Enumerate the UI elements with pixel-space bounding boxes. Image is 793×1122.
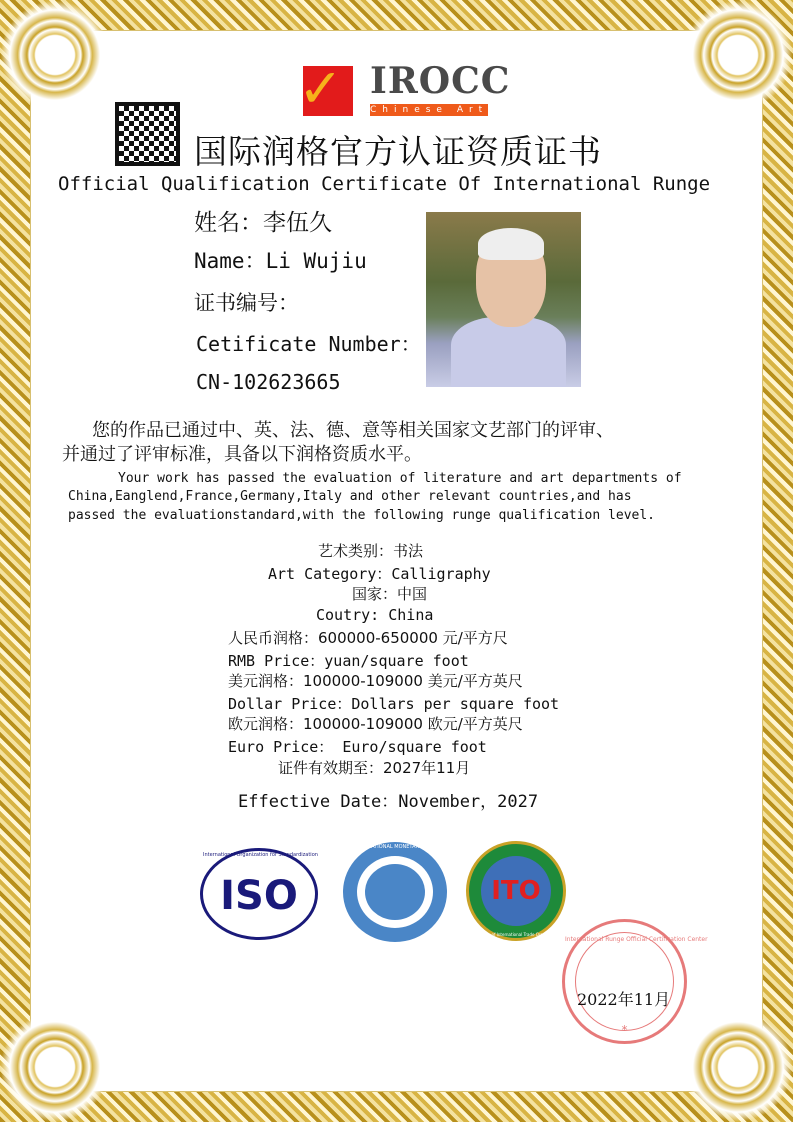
statement-en-line: Your work has passed the evaluation of literature and art departments of [118, 471, 682, 486]
stamp-ring-text: International Runge Official Certification Center [565, 936, 708, 943]
iso-seal-ring: International Organization for Standardization [203, 852, 318, 858]
statement-en-line: passed the evaluationstandard,with the following runge qualification level. [68, 508, 655, 523]
iso-seal [200, 848, 318, 940]
eur-price-en: Euro Price： Euro/square foot [228, 738, 487, 756]
cert-number-label-zh: 证书编号： [194, 291, 299, 315]
category-en: Art Category：Calligraphy [268, 565, 491, 583]
cert-number: CN-102623665 [196, 370, 341, 394]
corner-ornament [683, 1012, 793, 1122]
valid-until-zh: 证件有效期至：2027年11月 [278, 759, 471, 777]
rmb-price-en: RMB Price：yuan/square foot [228, 652, 469, 670]
statement-zh-line: 并通过了评审标准，具备以下润格资质水平。 [62, 444, 422, 465]
usd-price-en: Dollar Price：Dollars per square foot [228, 695, 560, 713]
ito-seal-text: ITO [481, 856, 551, 926]
rmb-price-zh: 人民币润格：600000-650000 元/平方尺 [228, 629, 508, 647]
logo-text: IROCC [370, 60, 511, 102]
ito-seal-ring: Federation of International Trade Organizations [469, 932, 564, 937]
official-stamp: International Runge Official Certification Center * [562, 919, 687, 1044]
ito-seal [466, 841, 566, 941]
checkmark-icon: ✓ [298, 57, 344, 120]
statement-zh-line: 您的作品已通过中、英、法、德、意等相关国家文艺部门的评审、 [92, 420, 614, 441]
name-en: Name：Li Wujiu [194, 249, 367, 273]
statement-en-line: China,Eanglend,France,Germany,Italy and other relevant countries,and has [68, 489, 632, 504]
qr-code [115, 102, 180, 166]
corner-ornament [0, 0, 110, 110]
category-zh: 艺术类别：书法 [318, 542, 424, 560]
corner-ornament [0, 1012, 110, 1122]
imf-seal [343, 842, 447, 942]
country-en: Coutry: China [316, 606, 434, 624]
country-zh: 国家：中国 [352, 585, 428, 603]
issue-date: 2022年11月 [577, 990, 671, 1009]
name-zh: 姓名：李伍久 [194, 210, 332, 236]
corner-ornament [683, 0, 793, 110]
usd-price-zh: 美元润格：100000-109000 美元/平方英尺 [228, 672, 523, 690]
title-chinese: 国际润格官方认证资质证书 [194, 132, 602, 171]
eur-price-zh: 欧元润格：100000-109000 欧元/平方英尺 [228, 715, 523, 733]
cert-number-label-en: Cetificate Number： [196, 332, 421, 356]
holder-photo [426, 212, 581, 387]
effective-date-en: Effective Date：November，2027 [238, 792, 539, 812]
logo-subtitle: Chinese Art [370, 105, 489, 115]
title-english: Official Qualification Certificate Of International Runge [58, 173, 711, 195]
iso-seal-text: ISO [220, 873, 298, 919]
imf-seal-ring: INTERNATIONAL MONETARY FUND [352, 844, 438, 850]
